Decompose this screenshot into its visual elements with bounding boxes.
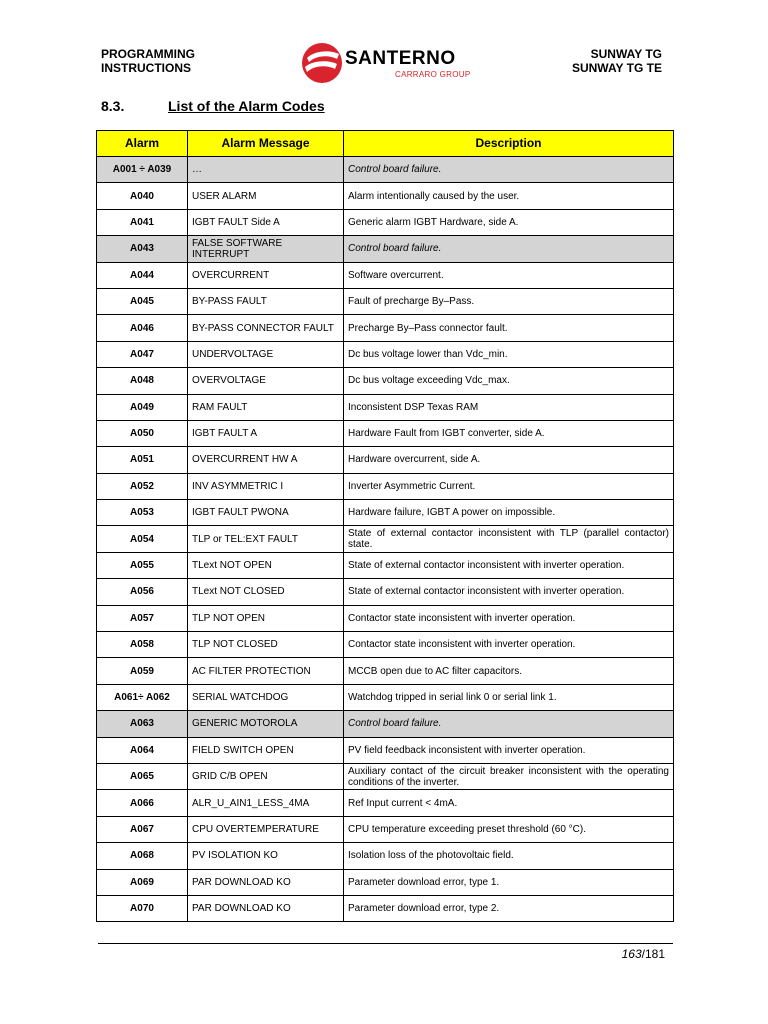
alarm-description-cell: Auxiliary contact of the circuit breaker inconsistent with the operating conditions of the inverter.: [344, 763, 674, 789]
table-body: [97, 157, 674, 922]
table-row: [97, 183, 674, 209]
alarm-code-cell: A050: [97, 420, 188, 446]
alarm-message-cell: …: [188, 157, 344, 183]
alarm-description-cell: Watchdog tripped in serial link 0 or serial link 1.: [344, 684, 674, 710]
alarm-description-cell: Dc bus voltage exceeding Vdc_max.: [344, 368, 674, 394]
alarm-message-cell: INV ASYMMETRIC I: [188, 473, 344, 499]
alarm-message-cell: TLP NOT CLOSED: [188, 632, 344, 658]
alarm-message-cell: SERIAL WATCHDOG: [188, 684, 344, 710]
alarm-code-cell: A067: [97, 816, 188, 842]
alarm-code-cell: A046: [97, 315, 188, 341]
alarm-description-cell: State of external contactor inconsistent with inverter operation.: [344, 552, 674, 578]
alarm-message-cell: UNDERVOLTAGE: [188, 341, 344, 367]
table-row: [97, 394, 674, 420]
alarm-code-cell: A045: [97, 288, 188, 314]
alarm-description-cell: Hardware overcurrent, side A.: [344, 447, 674, 473]
alarm-description-cell: PV field feedback inconsistent with inverter operation.: [344, 737, 674, 763]
footer-rule: [98, 943, 673, 944]
section-number: 8.3.: [101, 98, 125, 114]
alarm-message-cell: GRID C/B OPEN: [188, 763, 344, 789]
alarm-code-cell: A043: [97, 236, 188, 262]
alarm-description-cell: Contactor state inconsistent with inverter operation.: [344, 605, 674, 631]
alarm-description-cell: Hardware Fault from IGBT converter, side A.: [344, 420, 674, 446]
table-row: [97, 157, 674, 183]
alarm-code-cell: A051: [97, 447, 188, 473]
alarm-message-cell: FIELD SWITCH OPEN: [188, 737, 344, 763]
alarm-description-cell: Hardware failure, IGBT A power on impossible.: [344, 500, 674, 526]
table-row: [97, 632, 674, 658]
table-row: [97, 579, 674, 605]
santerno-logo-mark-icon: [301, 42, 343, 84]
section-title: List of the Alarm Codes: [168, 98, 325, 114]
table-row: [97, 209, 674, 235]
table-row: [97, 262, 674, 288]
alarm-message-cell: TLext NOT CLOSED: [188, 579, 344, 605]
alarm-description-cell: Dc bus voltage lower than Vdc_min.: [344, 341, 674, 367]
alarm-message-cell: PAR DOWNLOAD KO: [188, 869, 344, 895]
alarm-code-cell: A057: [97, 605, 188, 631]
table-row: [97, 447, 674, 473]
alarm-message-cell: RAM FAULT: [188, 394, 344, 420]
alarm-description-cell: Control board failure.: [344, 711, 674, 737]
table-row: [97, 790, 674, 816]
table-row: [97, 315, 674, 341]
alarm-message-cell: USER ALARM: [188, 183, 344, 209]
alarm-message-cell: BY-PASS CONNECTOR FAULT: [188, 315, 344, 341]
table-row: [97, 658, 674, 684]
alarm-code-cell: A068: [97, 843, 188, 869]
table-row: [97, 895, 674, 921]
alarm-message-cell: PV ISOLATION KO: [188, 843, 344, 869]
alarm-code-cell: A048: [97, 368, 188, 394]
alarm-code-cell: A066: [97, 790, 188, 816]
logo-subtext: CARRARO GROUP: [395, 70, 471, 79]
page-current: 163: [621, 947, 642, 961]
alarm-description-cell: Software overcurrent.: [344, 262, 674, 288]
alarm-description-cell: Inverter Asymmetric Current.: [344, 473, 674, 499]
alarm-description-cell: Generic alarm IGBT Hardware, side A.: [344, 209, 674, 235]
column-header-message: Alarm Message: [188, 131, 344, 157]
table-row: [97, 711, 674, 737]
table-row: [97, 605, 674, 631]
table-header-row: [97, 131, 674, 157]
alarm-code-cell: A064: [97, 737, 188, 763]
alarm-description-cell: Alarm intentionally caused by the user.: [344, 183, 674, 209]
alarm-description-cell: Precharge By–Pass connector fault.: [344, 315, 674, 341]
header-left-line1: PROGRAMMING: [101, 47, 195, 61]
alarm-code-cell: A053: [97, 500, 188, 526]
alarm-code-cell: A052: [97, 473, 188, 499]
alarm-code-cell: A049: [97, 394, 188, 420]
alarm-description-cell: Control board failure.: [344, 157, 674, 183]
header-right-line1: SUNWAY TG: [590, 47, 662, 61]
alarm-description-cell: Control board failure.: [344, 236, 674, 262]
alarm-description-cell: Inconsistent DSP Texas RAM: [344, 394, 674, 420]
page-number: [622, 947, 665, 961]
alarm-code-cell: A001 ÷ A039: [97, 157, 188, 183]
header-right: [572, 47, 662, 75]
alarm-message-cell: GENERIC MOTOROLA: [188, 711, 344, 737]
alarm-description-cell: Fault of precharge By–Pass.: [344, 288, 674, 314]
table-row: [97, 500, 674, 526]
table-row: [97, 526, 674, 552]
alarm-code-cell: A059: [97, 658, 188, 684]
alarm-description-cell: CPU temperature exceeding preset threshold (60 °C).: [344, 816, 674, 842]
alarm-code-cell: A058: [97, 632, 188, 658]
alarm-message-cell: IGBT FAULT Side A: [188, 209, 344, 235]
alarm-code-cell: A047: [97, 341, 188, 367]
logo-wordmark: SANTERNO: [345, 48, 456, 69]
table-row: [97, 737, 674, 763]
alarm-code-cell: A041: [97, 209, 188, 235]
table-row: [97, 869, 674, 895]
alarm-message-cell: IGBT FAULT PWONA: [188, 500, 344, 526]
column-header-description: Description: [344, 131, 674, 157]
alarm-message-cell: CPU OVERTEMPERATURE: [188, 816, 344, 842]
section-heading: [101, 98, 325, 114]
santerno-logo: [301, 40, 481, 84]
alarm-code-cell: A061÷ A062: [97, 684, 188, 710]
alarm-message-cell: PAR DOWNLOAD KO: [188, 895, 344, 921]
table-row: [97, 843, 674, 869]
page-total: /181: [641, 947, 665, 961]
table-row: [97, 763, 674, 789]
alarm-code-cell: A054: [97, 526, 188, 552]
table-row: [97, 288, 674, 314]
header-left-line2: INSTRUCTIONS: [101, 61, 191, 75]
alarm-code-cell: A065: [97, 763, 188, 789]
alarm-description-cell: Ref Input current < 4mA.: [344, 790, 674, 816]
alarm-message-cell: BY-PASS FAULT: [188, 288, 344, 314]
header-left: [101, 47, 195, 75]
table-row: [97, 473, 674, 499]
alarm-message-cell: OVERVOLTAGE: [188, 368, 344, 394]
alarm-message-cell: OVERCURRENT HW A: [188, 447, 344, 473]
alarm-description-cell: MCCB open due to AC filter capacitors.: [344, 658, 674, 684]
alarm-code-cell: A055: [97, 552, 188, 578]
table-row: [97, 684, 674, 710]
alarm-codes-table: [96, 130, 674, 922]
alarm-message-cell: ALR_U_AIN1_LESS_4MA: [188, 790, 344, 816]
alarm-message-cell: TLP NOT OPEN: [188, 605, 344, 631]
alarm-message-cell: FALSE SOFTWARE INTERRUPT: [188, 236, 344, 262]
alarm-code-cell: A056: [97, 579, 188, 605]
header-right-line2: SUNWAY TG TE: [571, 61, 662, 75]
alarm-code-cell: A070: [97, 895, 188, 921]
table-row: [97, 816, 674, 842]
table-row: [97, 368, 674, 394]
alarm-description-cell: Isolation loss of the photovoltaic field.: [344, 843, 674, 869]
table-row: [97, 236, 674, 262]
table-row: [97, 420, 674, 446]
table-row: [97, 341, 674, 367]
alarm-description-cell: Contactor state inconsistent with inverter operation.: [344, 632, 674, 658]
alarm-code-cell: A040: [97, 183, 188, 209]
alarm-description-cell: State of external contactor inconsistent with TLP (parallel contactor) state.: [344, 526, 674, 552]
alarm-message-cell: AC FILTER PROTECTION: [188, 658, 344, 684]
alarm-message-cell: IGBT FAULT A: [188, 420, 344, 446]
alarm-message-cell: OVERCURRENT: [188, 262, 344, 288]
alarm-message-cell: TLP or TEL:EXT FAULT: [188, 526, 344, 552]
alarm-description-cell: Parameter download error, type 1.: [344, 869, 674, 895]
alarm-description-cell: Parameter download error, type 2.: [344, 895, 674, 921]
alarm-code-cell: A063: [97, 711, 188, 737]
table-row: [97, 552, 674, 578]
alarm-message-cell: TLext NOT OPEN: [188, 552, 344, 578]
alarm-description-cell: State of external contactor inconsistent with inverter operation.: [344, 579, 674, 605]
alarm-code-cell: A069: [97, 869, 188, 895]
column-header-alarm: Alarm: [97, 131, 188, 157]
alarm-code-cell: A044: [97, 262, 188, 288]
